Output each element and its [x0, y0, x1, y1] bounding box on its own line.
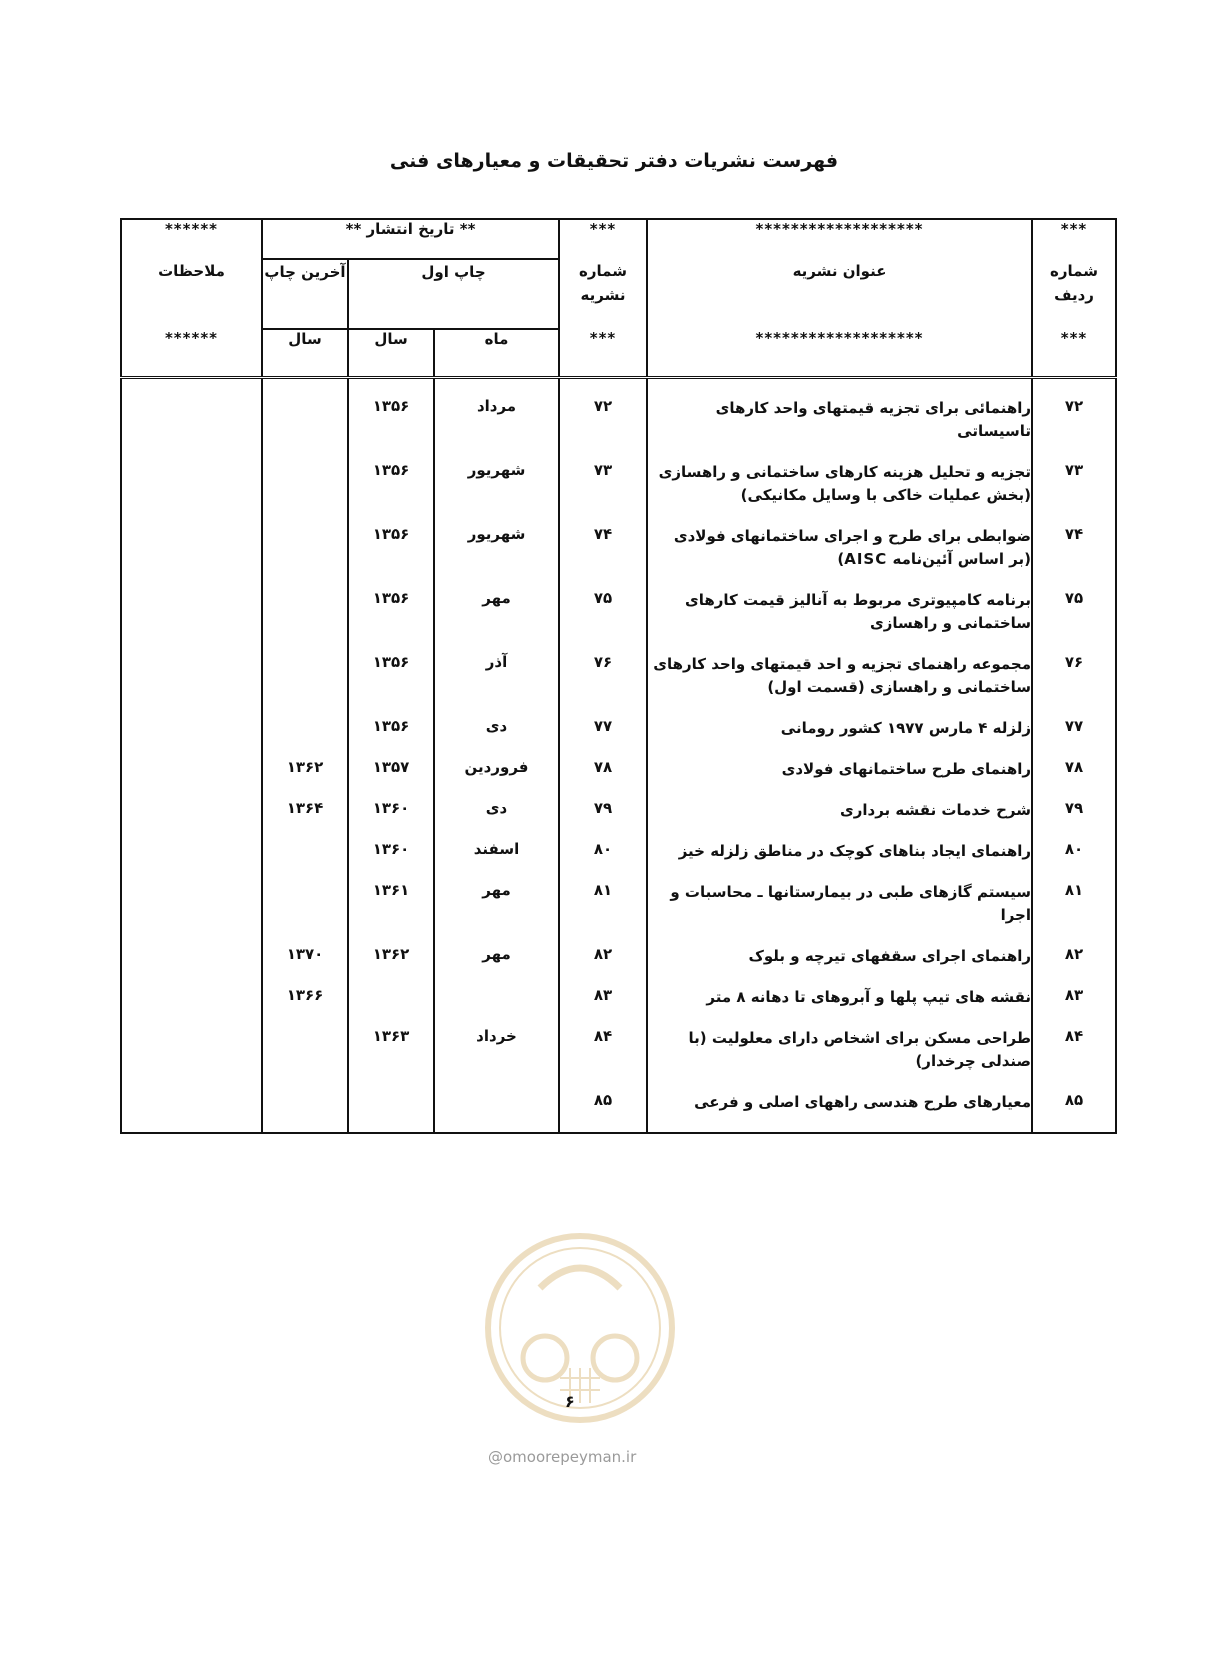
publication-number: ۸۳ — [559, 986, 647, 1009]
last-print-year — [262, 881, 348, 927]
row-number: ۷۴ — [1032, 525, 1116, 571]
first-print-year: ۱۳۵۶ — [348, 717, 434, 740]
last-print-year — [262, 589, 348, 635]
publication-number: ۸۰ — [559, 840, 647, 863]
first-print-header: چاپ اول — [348, 259, 559, 329]
first-print-year: ۱۳۵۶ — [348, 525, 434, 571]
first-print-month: خرداد — [434, 1027, 559, 1073]
first-print-year — [348, 1091, 434, 1114]
first-print-month: مهر — [434, 945, 559, 968]
publication-number: ۷۶ — [559, 653, 647, 699]
row-number: ۷۷ — [1032, 717, 1116, 740]
publication-title: سیستم گازهای طبی در بیمارستانها ـ محاسبات و اجرا — [647, 881, 1032, 927]
publication-title: معیارهای طرح هندسی راههای اصلی و فرعی — [647, 1091, 1032, 1114]
last-print-header: آخرین چاپ — [262, 259, 348, 329]
publication-title: راهنمای طرح ساختمانهای فولادی — [647, 758, 1032, 781]
last-print-year — [262, 1091, 348, 1114]
first-print-year: ۱۳۵۶ — [348, 653, 434, 699]
table-row — [121, 945, 1116, 968]
publication-title: راهنمای ایجاد بناهای کوچک در مناطق زلزله خیز — [647, 840, 1032, 863]
row-number: ۸۱ — [1032, 881, 1116, 927]
notes-stars-top: ****** — [121, 219, 262, 259]
first-print-year: ۱۳۵۶ — [348, 378, 434, 444]
first-print-year — [348, 986, 434, 1009]
page-number: ۶ — [565, 1392, 575, 1411]
first-print-year: ۱۳۶۱ — [348, 881, 434, 927]
publication-number: ۸۵ — [559, 1091, 647, 1114]
pub-stars-bottom: *** — [559, 329, 647, 378]
publication-number: ۷۲ — [559, 378, 647, 444]
notes-cell — [121, 945, 262, 968]
publication-date-header: ** تاریخ انتشار ** — [262, 219, 559, 259]
publication-number: ۸۲ — [559, 945, 647, 968]
notes-cell — [121, 717, 262, 740]
row-number: ۸۳ — [1032, 986, 1116, 1009]
last-print-year — [262, 717, 348, 740]
first-print-year: ۱۳۵۶ — [348, 589, 434, 635]
last-print-year — [262, 840, 348, 863]
first-print-month: آذر — [434, 653, 559, 699]
first-print-month: دی — [434, 799, 559, 822]
publication-number: ۷۳ — [559, 461, 647, 507]
first-print-year: ۱۳۶۳ — [348, 1027, 434, 1073]
table-row — [121, 378, 1116, 444]
year-header: سال — [348, 329, 434, 378]
last-print-year — [262, 525, 348, 571]
publication-number: ۷۴ — [559, 525, 647, 571]
first-print-month: دی — [434, 717, 559, 740]
last-print-year — [262, 378, 348, 444]
notes-cell — [121, 1091, 262, 1114]
notes-cell — [121, 378, 262, 444]
notes-cell — [121, 525, 262, 571]
last-year-header: سال — [262, 329, 348, 378]
first-print-year: ۱۳۵۶ — [348, 461, 434, 507]
notes-cell — [121, 1027, 262, 1073]
last-print-year — [262, 653, 348, 699]
notes-cell — [121, 653, 262, 699]
table-row — [121, 1091, 1116, 1114]
publication-title: طراحی مسکن برای اشخاص دارای معلولیت (با صندلی چرخدار) — [647, 1027, 1032, 1073]
publication-number-header: شماره نشریه — [559, 259, 647, 329]
table-row — [121, 986, 1116, 1009]
row-stars-bottom: *** — [1032, 329, 1116, 378]
first-print-year: ۱۳۵۷ — [348, 758, 434, 781]
notes-cell — [121, 589, 262, 635]
notes-cell — [121, 799, 262, 822]
notes-cell — [121, 461, 262, 507]
row-number: ۸۲ — [1032, 945, 1116, 968]
publication-number: ۸۱ — [559, 881, 647, 927]
first-print-month: اسفند — [434, 840, 559, 863]
pub-stars-top: *** — [559, 219, 647, 259]
publication-title: مجموعه راهنمای تجزیه و احد قیمتهای واحد کارهای ساختمانی و راهسازی (قسمت اول) — [647, 653, 1032, 699]
first-print-month: شهریور — [434, 461, 559, 507]
notes-cell — [121, 986, 262, 1009]
first-print-month — [434, 1091, 559, 1114]
first-print-month: فروردین — [434, 758, 559, 781]
publication-title: ضوابطی برای طرح و اجرای ساختمانهای فولادی (بر اساس آئین‌نامه AISC) — [647, 525, 1032, 571]
row-number: ۷۵ — [1032, 589, 1116, 635]
last-print-year: ۱۳۶۲ — [262, 758, 348, 781]
first-print-year: ۱۳۶۲ — [348, 945, 434, 968]
row-number: ۷۸ — [1032, 758, 1116, 781]
title-stars-bottom: ******************* — [647, 329, 1032, 378]
table-row — [121, 461, 1116, 507]
publication-title: تجزیه و تحلیل هزینه کارهای ساختمانی و راهسازی (بخش عملیات خاکی با وسایل مکانیکی) — [647, 461, 1032, 507]
first-print-year: ۱۳۶۰ — [348, 840, 434, 863]
first-print-month: مهر — [434, 589, 559, 635]
seal-watermark — [480, 1228, 680, 1428]
publication-title: برنامه کامپیوتری مربوط به آنالیز قیمت کارهای ساختمانی و راهسازی — [647, 589, 1032, 635]
row-number: ۷۳ — [1032, 461, 1116, 507]
row-number: ۸۴ — [1032, 1027, 1116, 1073]
publication-title: زلزله ۴ مارس ۱۹۷۷ کشور رومانی — [647, 717, 1032, 740]
title-stars-top: ******************* — [647, 219, 1032, 259]
row-number: ۸۵ — [1032, 1091, 1116, 1114]
table-row — [121, 758, 1116, 781]
notes-stars-bottom: ****** — [121, 329, 262, 378]
publication-number: ۷۵ — [559, 589, 647, 635]
last-print-year: ۱۳۷۰ — [262, 945, 348, 968]
publication-number: ۷۸ — [559, 758, 647, 781]
publication-number: ۸۴ — [559, 1027, 647, 1073]
month-header: ماه — [434, 329, 559, 378]
first-print-month: شهریور — [434, 525, 559, 571]
publication-number: ۷۹ — [559, 799, 647, 822]
last-print-year: ۱۳۶۴ — [262, 799, 348, 822]
row-number: ۷۹ — [1032, 799, 1116, 822]
publications-table — [120, 218, 1117, 1134]
page-title: فهرست نشریات دفتر تحقیقات و معیارهای فنی — [389, 150, 839, 172]
table-row — [121, 653, 1116, 699]
first-print-month — [434, 986, 559, 1009]
notes-header: ملاحظات — [121, 259, 262, 329]
notes-cell — [121, 881, 262, 927]
publication-title-header: عنوان نشریه — [647, 259, 1032, 329]
table-row — [121, 799, 1116, 822]
table-row — [121, 881, 1116, 927]
table-row — [121, 525, 1116, 571]
publication-title: راهنمای اجرای سقفهای تیرچه و بلوک — [647, 945, 1032, 968]
notes-cell — [121, 758, 262, 781]
publication-number: ۷۷ — [559, 717, 647, 740]
row-number: ۷۲ — [1032, 378, 1116, 444]
publication-title: شرح خدمات نقشه برداری — [647, 799, 1032, 822]
row-number-header: شماره ردیف — [1032, 259, 1116, 329]
row-number: ۷۶ — [1032, 653, 1116, 699]
table-row — [121, 1027, 1116, 1073]
publication-title: راهنمائی برای تجزیه قیمتهای واحد کارهای تاسیساتی — [647, 378, 1032, 444]
watermark-site: @omoorepeyman.ir — [488, 1448, 637, 1466]
first-print-month: مرداد — [434, 378, 559, 444]
first-print-year: ۱۳۶۰ — [348, 799, 434, 822]
publication-title: نقشه های تیپ پلها و آبروهای تا دهانه ۸ متر — [647, 986, 1032, 1009]
table-row — [121, 717, 1116, 740]
row-number: ۸۰ — [1032, 840, 1116, 863]
table-row — [121, 589, 1116, 635]
last-print-year: ۱۳۶۶ — [262, 986, 348, 1009]
table-row — [121, 840, 1116, 863]
row-stars-top: *** — [1032, 219, 1116, 259]
last-print-year — [262, 1027, 348, 1073]
notes-cell — [121, 840, 262, 863]
last-print-year — [262, 461, 348, 507]
first-print-month: مهر — [434, 881, 559, 927]
